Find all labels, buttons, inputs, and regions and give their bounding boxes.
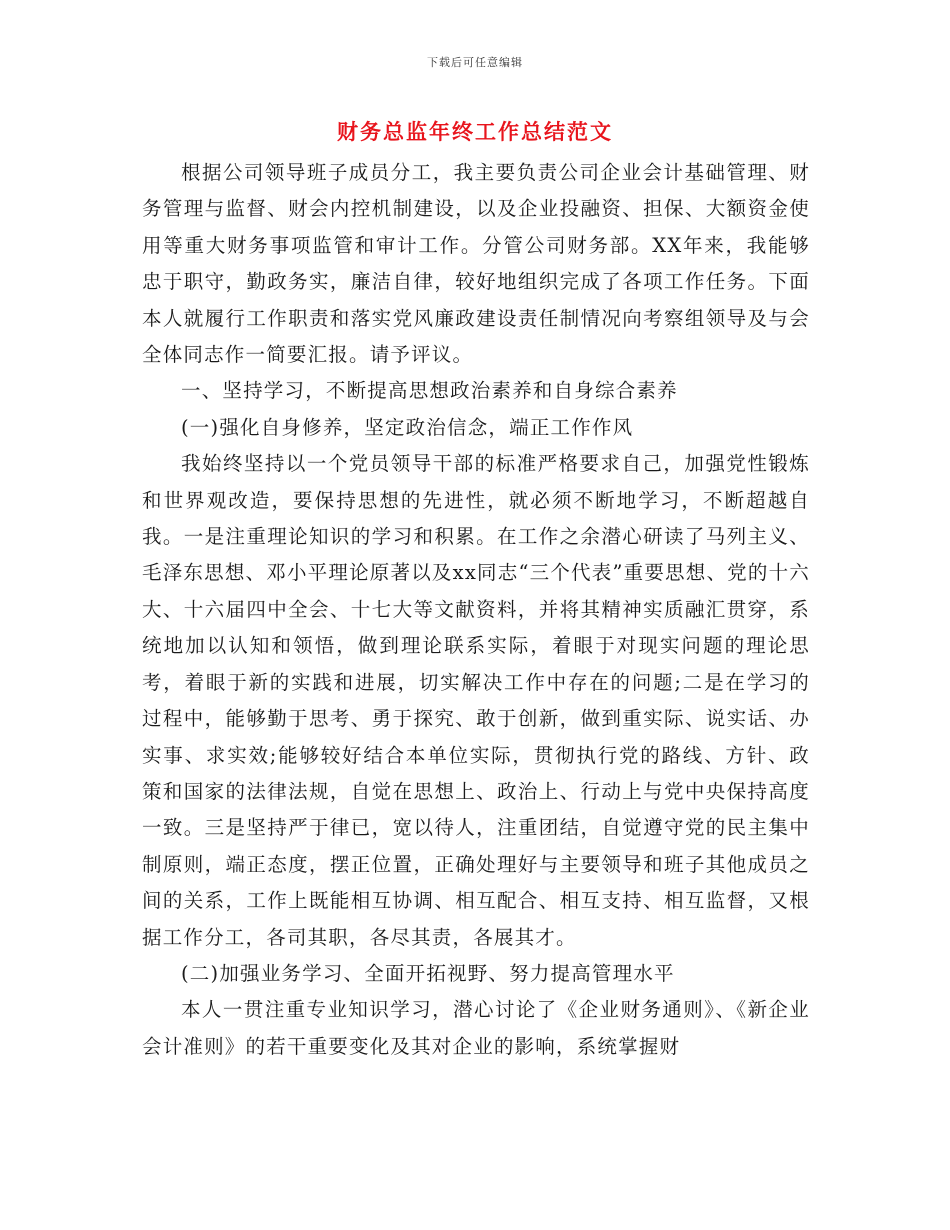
header-note: 下载后可任意编辑	[427, 56, 523, 69]
document-body	[142, 155, 810, 1065]
paragraph-intro: 根据公司领导班子成员分工，我主要负责公司企业会计基础管理、财务管理与监督、财会内控机制建设，以及企业投融资、担保、大额资金使用等重大财务事项监管和审计工作。分管公司财务部。XX年来，我能够忠于职守，勤政务实，廉洁自律，较好地组织完成了各项工作任务。下面本人就履行工作职责和落实党风廉政建设责任制情况向考察组领导及与会全体同志作一简要汇报。请予评议。	[142, 161, 810, 367]
paragraph-professional-study: 本人一贯注重专业知识学习，潜心讨论了《企业财务通则》、《新企业会计准则》的若干重要变化及其对企业的影响，系统掌握财	[142, 998, 810, 1058]
section-heading-1: 一、坚持学习，不断提高思想政治素养和自身综合素养	[181, 379, 678, 403]
paragraph-self-cultivation: 我始终坚持以一个党员领导干部的标准严格要求自己，加强党性锻炼和世界观改造，要保持思想的先进性，就必须不断地学习，不断超越自我。一是注重理论知识的学习和积累。在工作之余潜心研读了马列主义、毛泽东思想、邓小平理论原著以及xx同志“三个代表”重要思想、党的十六大、十六届四中全会、十七大等文献资料，并将其精神实质融汇贯穿，系统地加以认知和领悟，做到理论联系实际，着眼于对现实问题的理论思考，着眼于新的实践和进展，切实解决工作中存在的问题;二是在学习的过程中，能够勤于思考、勇于探究、敢于创新，做到重实际、说实话、办实事、求实效;能够较好结合本单位实际，贯彻执行党的路线、方针、政策和国家的法律法规，自觉在思想上、政治上、行动上与党中央保持高度一致。三是坚持严于律已，宽以待人，注重团结，自觉遵守党的民主集中制原则，端正态度，摆正位置，正确处理好与主要领导和班子其他成员之间的关系，工作上既能相互协调、相互配合、相互支持、相互监督，又根据工作分工，各司其职，各尽其责，各展其才。	[142, 452, 810, 949]
subsection-heading-2: (二)加强业务学习、全面开拓视野、努力提高管理水平	[181, 961, 675, 985]
document-title: 财务总监年终工作总结范文	[337, 119, 613, 144]
subsection-heading-1: (一)强化自身修养，坚定政治信念，端正工作作风	[181, 415, 634, 439]
